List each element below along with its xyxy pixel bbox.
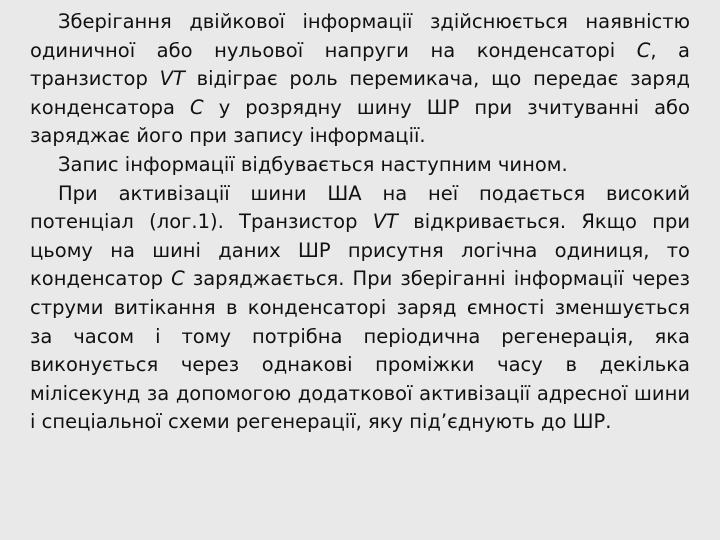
text-segment: При активізації шини ША на неї подається високий потенціал (лог.1). Транзистор: [30, 181, 690, 234]
paragraph-storage: [30, 8, 690, 151]
italic-term: С: [171, 267, 185, 291]
text-segment: заряджається. При зберіганні інформації через струми витікання в конденсаторі заряд ємності зменшується за часом і тому потрібна періодична регенерація, яка виконується через однакові проміжки часу в декілька мілісекунд за допомогою додаткової активізації адресної шини і спеціальної схеми регенерації, яку під’єднують до ШР.: [30, 267, 691, 434]
text-segment: Зберігання двійкової інформації здійснюється наявністю одиничної або нульової напруги на конденсаторі: [30, 10, 690, 62]
italic-term: С: [636, 38, 651, 62]
document-page: [30, 8, 690, 437]
text-segment: відкривається. Якщо при цьому на шині даних ШР присутня логічна одиниця, то конденсатор: [30, 210, 690, 291]
italic-term: VT: [159, 67, 185, 91]
text-segment: Запис інформації відбувається наступним чином.: [58, 152, 568, 176]
italic-term: VT: [372, 210, 398, 234]
text-segment: у розрядну шину ШР при зчитуванні або заряджає його при запису інформації.: [30, 95, 690, 148]
italic-term: С: [190, 95, 204, 119]
paragraph-write-intro: [30, 151, 690, 180]
paragraph-write-process: [30, 180, 690, 437]
text-segment: відіграє роль перемикача, що передає заряд конденсатора: [30, 67, 690, 119]
text-segment: , а транзистор: [30, 38, 690, 91]
